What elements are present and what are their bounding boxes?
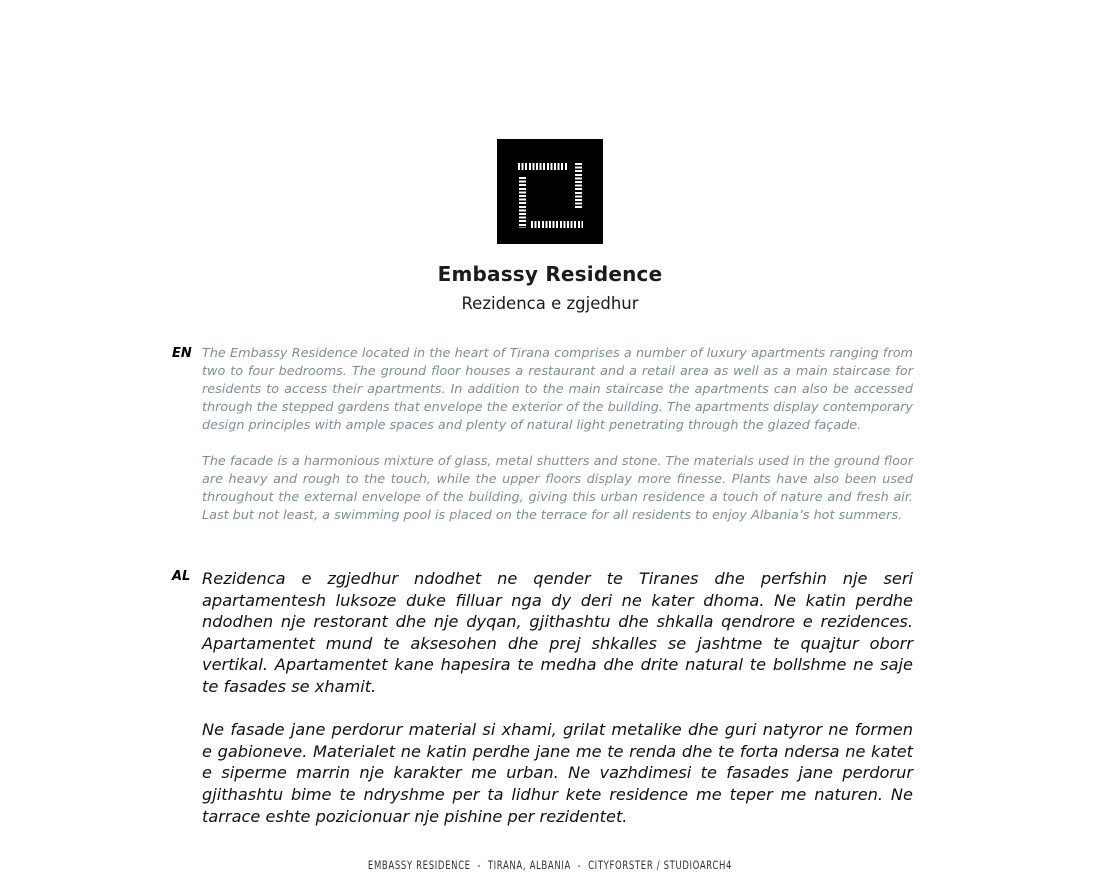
page-title: Embassy Residence [437,262,663,286]
logo-stripe-left [519,177,526,228]
language-label-al: AL [172,569,191,584]
logo-stripe-bottom [531,221,583,228]
logo-icon [497,139,603,244]
albanian-description [202,568,913,849]
english-paragraph: The facade is a harmonious mixture of glass, metal shutters and stone. The materials used in the ground floor are heavy and rough to the touch, while the upper floors display more finesse. Plants have also been used throughout the external envelope of the building, giving this urban residence a touch of nature and fresh air. Last but not least, a swimming pool is placed on the terrace for all residents to enjoy Albania’s hot summers. [202,454,913,523]
english-paragraph: The Embassy Residence located in the heart of Tirana comprises a number of luxury apartments ranging from two to four bedrooms. The ground floor houses a restaurant and a retail area as well as a main staircase for residents to access their apartments. In addition to the main staircase the apartments can also be accessed through the stepped gardens that envelope the exterior of the building. The apartments display contemporary design principles with ample spaces and plenty of natural light penetrating through the glazed façade. [202,346,913,433]
albanian-paragraph: Ne fasade jane perdorur material si xhami, grilat metalike dhe guri natyror ne formen e gabioneve. Materialet ne katin perdhe jane me te renda dhe te forta ndersa ne katet e siperme marrin nje karakter me urban. Ne vazhdimesi te fasades jane perdorur gjithashtu bime te ndryshme per ta lidhur kete residence me teper me naturen. Ne tarrace eshte pozicionuar nje pishine per rezidentet. [202,720,913,826]
english-description [202,345,913,543]
logo-stripe-right [575,163,582,210]
logo-stripe-top [518,163,568,170]
language-label-en: EN [172,346,192,361]
footer-caption: EMBASSY RESIDENCE - TIRANA, ALBANIA - CITYFORSTER / STUDIOARCH4 [367,858,733,872]
page-subtitle: Rezidenca e zgjedhur [461,294,639,313]
albanian-paragraph: Rezidenca e zgjedhur ndodhet ne qender te Tiranes dhe perfshin nje seri apartamentesh luksoze duke filluar nga dy deri ne kater dhoma. Ne katin perdhe ndodhen nje restorant dhe nje dyqan, gjithashtu dhe shkalla qendrore e rezidences. Apartamentet mund te aksesohen dhe prej shkalles se jashtme te quajtur oborr vertikal. Apartamentet kane hapesira te medha dhe drite natural te bollshme ne saje te fasades se xhamit. [202,569,913,696]
